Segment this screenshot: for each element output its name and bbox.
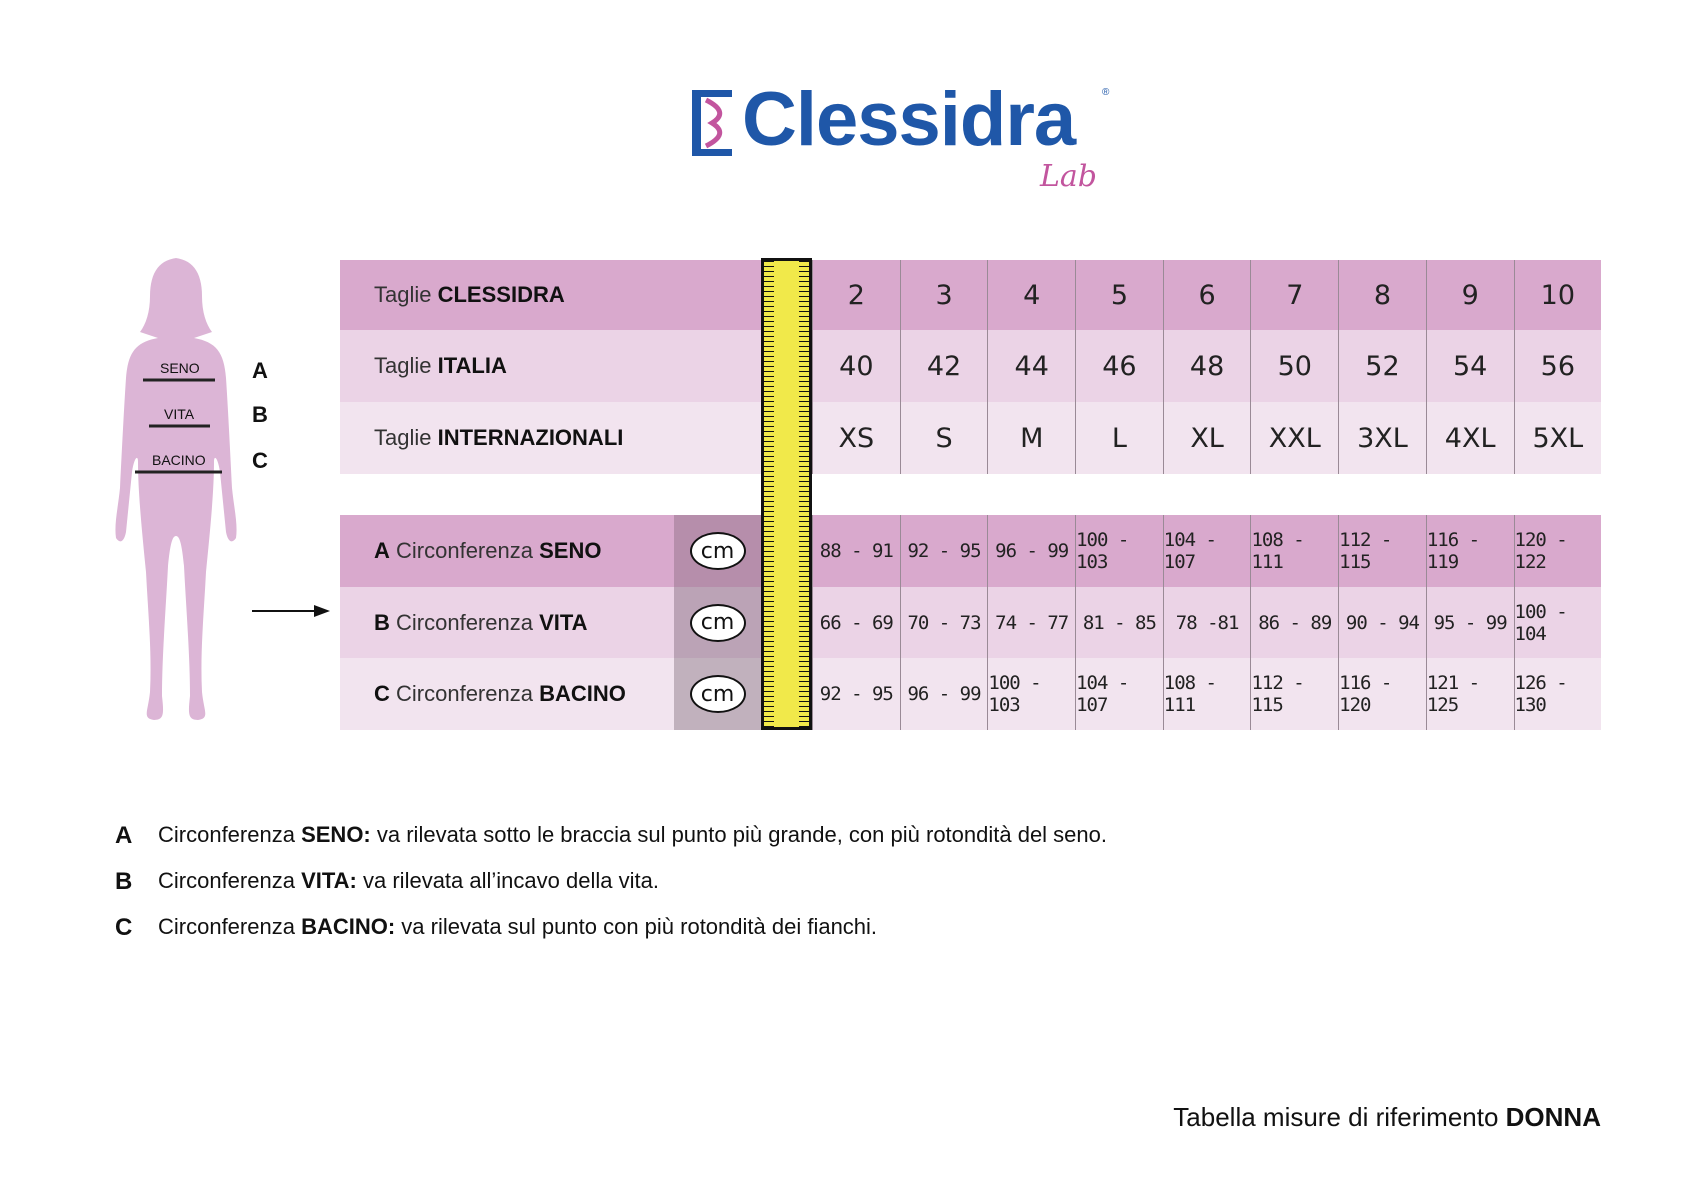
table-cell: 66 - 69: [812, 587, 900, 658]
table-cell: XXL: [1250, 402, 1338, 474]
table-cell: 96 - 99: [900, 658, 988, 730]
clessidra-logo: [690, 77, 1130, 198]
row-label: Taglie ITALIA: [374, 353, 507, 378]
table-cell: 112 - 115: [1250, 658, 1338, 730]
row-label: Taglie CLESSIDRA: [374, 282, 565, 307]
table-cell: 95 - 99: [1426, 587, 1514, 658]
table-cell: 4: [987, 260, 1075, 330]
table-cell: 40: [812, 330, 900, 402]
logo-brand: Clessidra: [742, 77, 1076, 162]
unit-badge: cm: [674, 658, 761, 730]
figure-letter-b: B: [252, 402, 268, 427]
table-cell: 108 - 111: [1250, 515, 1338, 587]
measure-row-vita: [340, 587, 1601, 658]
table-cell: L: [1075, 402, 1163, 474]
table-cell: 116 - 120: [1338, 658, 1426, 730]
figure-letter-c: C: [252, 448, 268, 473]
table-cell: 6: [1163, 260, 1251, 330]
table-cell: 92 - 95: [812, 658, 900, 730]
table-cell: 88 - 91: [812, 515, 900, 587]
note-b: B Circonferenza VITA: va rilevata all’incavo della vita.: [115, 868, 659, 895]
table-cell: 92 - 95: [900, 515, 988, 587]
table-cell: 126 - 130: [1514, 658, 1602, 730]
table-cell: 7: [1250, 260, 1338, 330]
table-cell: 3: [900, 260, 988, 330]
arrow-icon: [252, 604, 330, 618]
table-cell: 108 - 111: [1163, 658, 1251, 730]
table-cell: 112 - 115: [1338, 515, 1426, 587]
table-cell: 48: [1163, 330, 1251, 402]
table-cell: 44: [987, 330, 1075, 402]
size-row-clessidra: [340, 260, 1601, 330]
unit-badge: cm: [674, 515, 761, 587]
row-label: C Circonferenza BACINO: [374, 681, 626, 706]
table-cell: 120 - 122: [1514, 515, 1602, 587]
table-cell: 78 -81: [1163, 587, 1251, 658]
measuring-tape-icon: [761, 258, 812, 730]
table-cell: 90 - 94: [1338, 587, 1426, 658]
row-label: B Circonferenza VITA: [374, 609, 588, 635]
table-cell: 42: [900, 330, 988, 402]
figure-label-vita: VITA: [164, 406, 195, 422]
table-cell: 86 - 89: [1250, 587, 1338, 658]
table-cell: 9: [1426, 260, 1514, 330]
table-cell: 54: [1426, 330, 1514, 402]
table-cell: XS: [812, 402, 900, 474]
logo-sub: Lab: [1040, 159, 1098, 194]
table-cell: 3XL: [1338, 402, 1426, 474]
size-row-internazionali: [340, 402, 1601, 474]
unit-badge: cm: [674, 587, 761, 658]
table-cell: 121 - 125: [1426, 658, 1514, 730]
table-cell: M: [987, 402, 1075, 474]
table-cell: 70 - 73: [900, 587, 988, 658]
table-cell: 56: [1514, 330, 1602, 402]
measure-row-seno: [340, 515, 1601, 587]
table-cell: 10: [1514, 260, 1602, 330]
table-cell: 46: [1075, 330, 1163, 402]
table-cell: 74 - 77: [987, 587, 1075, 658]
table-cell: 116 - 119: [1426, 515, 1514, 587]
table-cell: XL: [1163, 402, 1251, 474]
table-cell: 104 - 107: [1075, 658, 1163, 730]
table-cell: 2: [812, 260, 900, 330]
figure-label-bacino: BACINO: [152, 452, 206, 468]
figure-label-seno: SENO: [160, 360, 200, 376]
table-cell: 4XL: [1426, 402, 1514, 474]
table-cell: 96 - 99: [987, 515, 1075, 587]
footer-caption: Tabella misure di riferimento DONNA: [1173, 1102, 1601, 1132]
table-cell: 8: [1338, 260, 1426, 330]
table-cell: 81 - 85: [1075, 587, 1163, 658]
table-cell: 104 - 107: [1163, 515, 1251, 587]
logo-registered: ®: [1102, 87, 1110, 98]
note-c: C Circonferenza BACINO: va rilevata sul punto con più rotondità dei fianchi.: [115, 914, 878, 941]
note-a: A Circonferenza SENO: va rilevata sotto le braccia sul punto più grande, con più rotondità del seno.: [115, 822, 1108, 849]
female-silhouette: [110, 256, 250, 732]
hourglass-icon: [690, 90, 734, 156]
row-label: Taglie INTERNAZIONALI: [374, 425, 624, 450]
table-cell: 50: [1250, 330, 1338, 402]
table-cell: 100 - 103: [987, 658, 1075, 730]
table-cell: 5: [1075, 260, 1163, 330]
size-row-italia: [340, 330, 1601, 402]
table-cell: 100 - 104: [1514, 587, 1602, 658]
table-cell: S: [900, 402, 988, 474]
measure-row-bacino: [340, 658, 1601, 730]
table-cell: 100 - 103: [1075, 515, 1163, 587]
row-label: A Circonferenza SENO: [374, 538, 602, 563]
table-cell: 5XL: [1514, 402, 1602, 474]
figure-letter-a: A: [252, 358, 268, 383]
table-cell: 52: [1338, 330, 1426, 402]
